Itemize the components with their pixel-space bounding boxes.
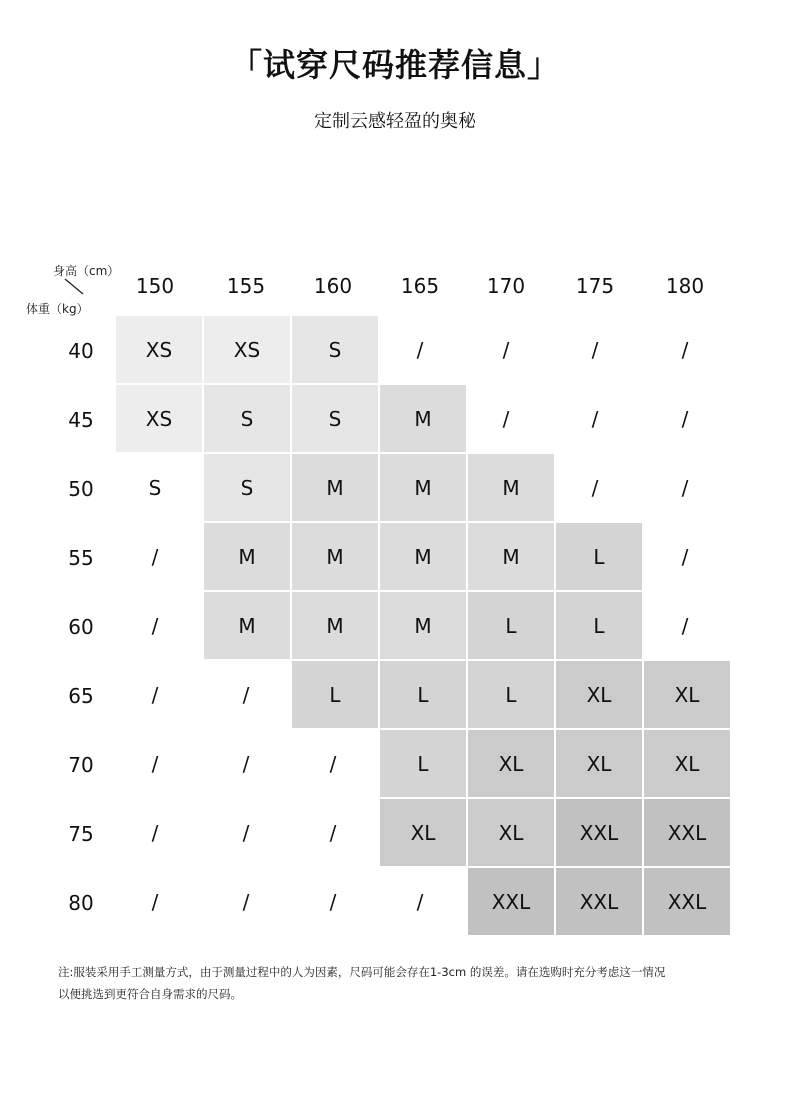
size-cell: S xyxy=(148,475,162,500)
size-cell: / xyxy=(502,406,510,431)
size-cell: / xyxy=(681,337,689,362)
size-cell: XXL xyxy=(644,799,730,866)
size-cell: XL xyxy=(644,730,730,797)
height-header-180: 180 xyxy=(665,274,705,298)
height-header-175: 175 xyxy=(575,274,615,298)
size-cell: XXL xyxy=(556,799,642,866)
note-line-1: 注:服装采用手工测量方式，由于测量过程中的人为因素，尺码可能会存在1-3cm 的误差。请在选购时充分考虑这一情况 xyxy=(58,965,666,979)
size-cell: / xyxy=(329,889,337,914)
size-cell: M xyxy=(380,592,466,659)
size-cell: / xyxy=(242,820,250,845)
height-header-165: 165 xyxy=(400,274,440,298)
corner-diagonal-line xyxy=(64,278,84,295)
size-cell: / xyxy=(151,820,159,845)
size-cell: XL xyxy=(468,730,554,797)
size-cell: / xyxy=(416,889,424,914)
size-cell: M xyxy=(292,454,378,521)
size-cell: M xyxy=(468,523,554,590)
size-cell: L xyxy=(380,661,466,728)
size-cell: / xyxy=(242,751,250,776)
page-title: 「试穿尺码推荐信息」 xyxy=(229,46,560,84)
size-cell: / xyxy=(591,406,599,431)
measurement-note xyxy=(58,961,748,1005)
size-cell: XL xyxy=(468,799,554,866)
size-cell: XS xyxy=(116,385,202,452)
size-cell: M xyxy=(380,454,466,521)
size-cell: XXL xyxy=(556,868,642,935)
size-cell: XS xyxy=(204,316,290,383)
size-cell: M xyxy=(380,523,466,590)
weight-header-80: 80 xyxy=(68,891,94,915)
weight-header-50: 50 xyxy=(68,477,94,501)
size-cell: / xyxy=(502,337,510,362)
size-cell: XL xyxy=(556,661,642,728)
weight-header-45: 45 xyxy=(68,408,94,432)
size-cell: L xyxy=(556,523,642,590)
size-cell: / xyxy=(151,889,159,914)
size-cell: / xyxy=(681,475,689,500)
size-cell: S xyxy=(292,316,378,383)
size-cell: M xyxy=(292,523,378,590)
height-header-150: 150 xyxy=(135,274,175,298)
size-cell: / xyxy=(681,544,689,569)
weight-header-60: 60 xyxy=(68,615,94,639)
size-cell: S xyxy=(204,454,290,521)
height-header-170: 170 xyxy=(486,274,526,298)
weight-header-65: 65 xyxy=(68,684,94,708)
size-cell: XS xyxy=(116,316,202,383)
size-cell: L xyxy=(556,592,642,659)
weight-header-75: 75 xyxy=(68,822,94,846)
size-cell: / xyxy=(329,820,337,845)
size-cell: XL xyxy=(556,730,642,797)
size-cell: S xyxy=(204,385,290,452)
size-cell: / xyxy=(242,682,250,707)
size-cell: / xyxy=(681,613,689,638)
page-subtitle: 定制云感轻盈的奥秘 xyxy=(314,111,476,132)
size-cell: / xyxy=(151,544,159,569)
size-cell: / xyxy=(681,406,689,431)
size-cell: / xyxy=(591,475,599,500)
size-cell: L xyxy=(468,592,554,659)
size-cell: XXL xyxy=(468,868,554,935)
size-cell: XL xyxy=(380,799,466,866)
size-cell: M xyxy=(204,592,290,659)
size-cell: / xyxy=(151,613,159,638)
weight-header-55: 55 xyxy=(68,546,94,570)
size-cell: / xyxy=(416,337,424,362)
size-cell: XL xyxy=(644,661,730,728)
size-cell: S xyxy=(292,385,378,452)
size-cell: M xyxy=(292,592,378,659)
size-cell: / xyxy=(329,751,337,776)
weight-axis-label: 体重（kg） xyxy=(26,302,89,316)
size-cell: XXL xyxy=(644,868,730,935)
size-cell: M xyxy=(204,523,290,590)
note-line-2: 以便挑选到更符合自身需求的尺码。 xyxy=(58,987,242,1001)
size-cell: L xyxy=(292,661,378,728)
size-cell: / xyxy=(151,682,159,707)
weight-header-70: 70 xyxy=(68,753,94,777)
size-cell: M xyxy=(468,454,554,521)
height-header-155: 155 xyxy=(226,274,266,298)
size-cell: / xyxy=(591,337,599,362)
height-header-160: 160 xyxy=(313,274,353,298)
height-axis-label: 身高（cm） xyxy=(53,264,120,278)
weight-header-40: 40 xyxy=(68,339,94,363)
size-cell: / xyxy=(151,751,159,776)
size-cell: L xyxy=(468,661,554,728)
size-cell: / xyxy=(242,889,250,914)
size-cell: M xyxy=(380,385,466,452)
size-cell: L xyxy=(380,730,466,797)
